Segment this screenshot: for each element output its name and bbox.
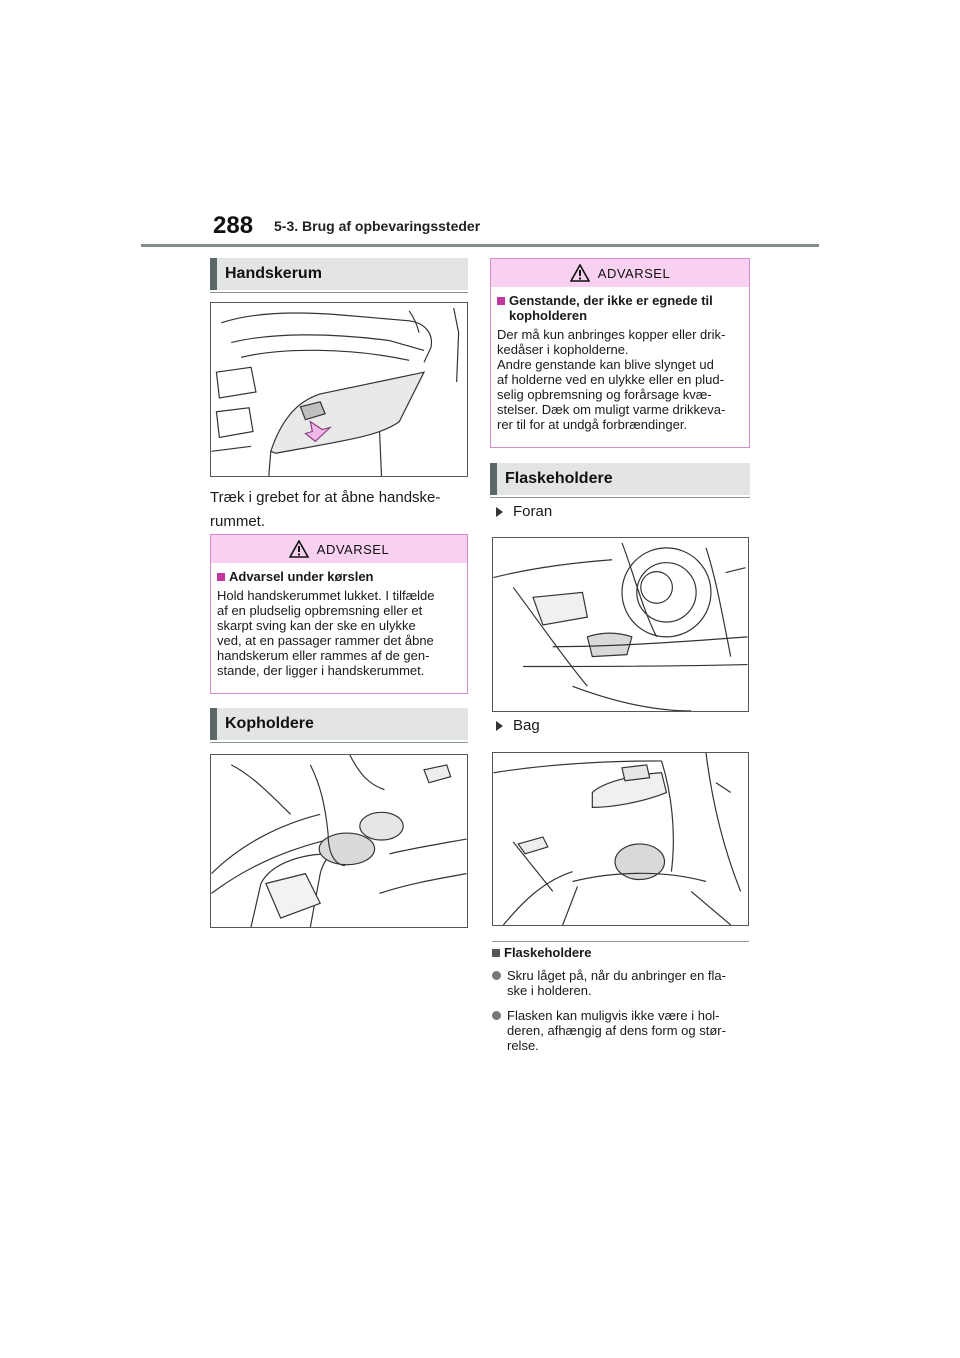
warning-box-cupholder [490,258,750,448]
label-front: Foran [496,503,552,520]
label-rear: Bag [496,717,540,734]
note-bullet-1: Skru låget på, når du anbringer en fla- ske i holderen. [492,968,752,998]
warning-box-driving [210,534,468,694]
handskerum-caption: Træk i grebet for at åbne handske- rummet. [210,489,441,530]
section-flaskeholdere [490,463,750,495]
circle-bullet-icon [492,971,501,980]
front-bottleholder-illustration [492,537,749,712]
warning-header [491,259,749,287]
section-handskerum [210,258,468,290]
section-handskerum-title: Handskerum [225,265,322,282]
warning-text: Hold handskerummet lukket. I tilfælde af en pludselig opbremsning eller et skarpt sving kan der ske en ulykke ved, at en passager rammer det åbne handskerum eller rammes af de gen- stande, der ligger i handskerummet. [217,588,435,678]
square-bullet-icon [217,573,225,581]
square-bullet-icon [497,297,505,305]
warning-header [211,535,467,563]
warning-subtitle: Advarsel under kørslen [217,569,459,584]
circle-bullet-icon [492,1011,501,1020]
header-rule [141,244,819,247]
square-bullet-icon [492,949,500,957]
arrow-right-icon [496,507,503,517]
warning-triangle-icon [570,264,590,282]
section-kopholdere [210,708,468,740]
cupholder-illustration [210,754,468,928]
warning-label: ADVARSEL [316,541,390,557]
warning-text: Der må kun anbringes kopper eller drik- kedåser i kopholderne. Andre genstande kan blive slynget ud af holderne ved en ulykke eller en plud- selig opbremsning og forårsage kvæ- stelser. Dæk om muligt varme drikkeva- rer til for at undgå forbrændinger. [497,327,726,432]
warning-label: ADVARSEL [597,265,671,281]
note-title: Flaskeholdere [492,945,591,960]
section-flaskeholdere-title: Flaskeholdere [505,470,613,487]
page-number: 288 [213,212,254,239]
note-bullet-2: Flasken kan muligvis ikke være i hol- deren, afhængig af dens form og stør- relse. [492,1008,752,1053]
note-divider [492,941,749,942]
arrow-right-icon [496,721,503,731]
glovebox-illustration [210,302,468,477]
rear-bottleholder-illustration [492,752,749,926]
warning-triangle-icon [289,540,309,558]
section-kopholdere-title: Kopholdere [225,715,314,732]
chapter-title: 5-3. Brug af opbevaringssteder [274,218,481,234]
warning-subtitle: Genstande, der ikke er egnede til kopholderen [497,293,741,323]
